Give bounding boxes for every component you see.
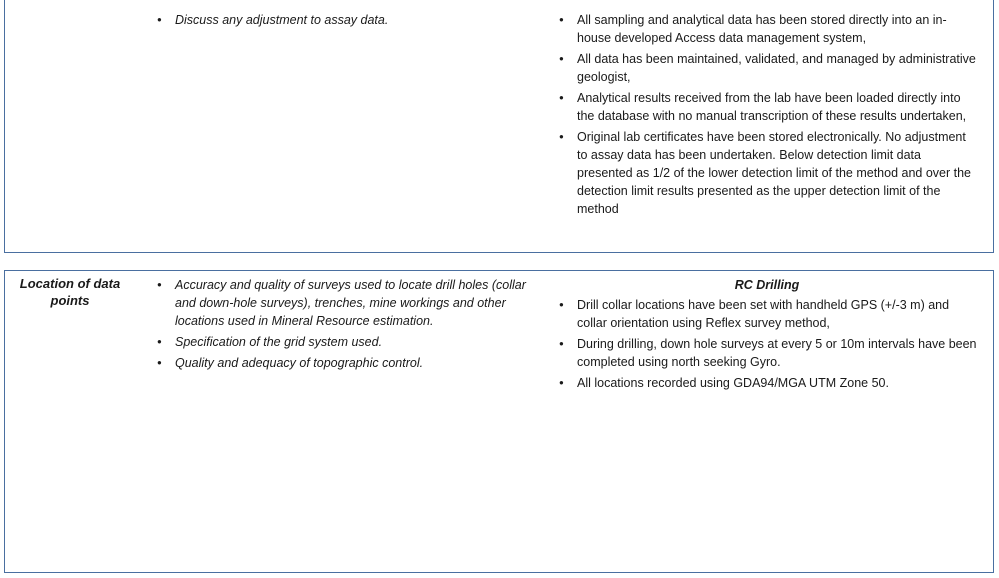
commentary-item: ● Analytical results received from the lab have been loaded directly into the database with no manual transcription of these results undertaken, — [557, 89, 977, 125]
commentary-item: ● All locations recorded using GDA94/MGA UTM Zone 50. — [557, 374, 977, 392]
criteria-item: ● Accuracy and quality of surveys used to locate drill holes (collar and down-hole surveys), trenches, mine workings and other locations used in Mineral Resource estimation. — [155, 276, 535, 330]
criteria-item: ● Discuss any adjustment to assay data. — [155, 11, 535, 29]
commentary-item: ● During drilling, down hole surveys at every 5 or 10m intervals have been completed using north seeking Gyro. — [557, 335, 977, 371]
commentary-item: ● All data has been maintained, validated, and managed by administrative geologist, — [557, 50, 977, 86]
criteria-item: ● Specification of the grid system used. — [155, 333, 535, 351]
commentary-subheading: RC Drilling — [734, 278, 800, 292]
commentary-item: ● Drill collar locations have been set with handheld GPS (+/-3 m) and collar orientation using Reflex survey method, — [557, 296, 977, 332]
criteria-column — [155, 11, 535, 32]
criteria-list — [155, 276, 535, 372]
commentary-column — [557, 11, 977, 221]
commentary-list — [557, 296, 977, 392]
criteria-list — [155, 11, 535, 29]
criteria-column — [155, 276, 535, 375]
commentary-item: ● All sampling and analytical data has been stored directly into an in- house developed Access data management system, — [557, 11, 977, 47]
commentary-column — [557, 276, 977, 395]
commentary-list — [557, 11, 977, 218]
commentary-item: ● Original lab certificates have been stored electronically. No adjustment to assay data has been undertaken. Below detection limit data presented as 1/2 of the lower detection limit of the method and over the detection limit results presented as the upper detection limit of the method — [557, 128, 977, 218]
table-row-data-verification — [4, 0, 994, 253]
criteria-item: ● Quality and adequacy of topographic control. — [155, 354, 535, 372]
table-row-location-of-data-points — [4, 270, 994, 573]
row-label: Location of data points — [19, 276, 121, 308]
